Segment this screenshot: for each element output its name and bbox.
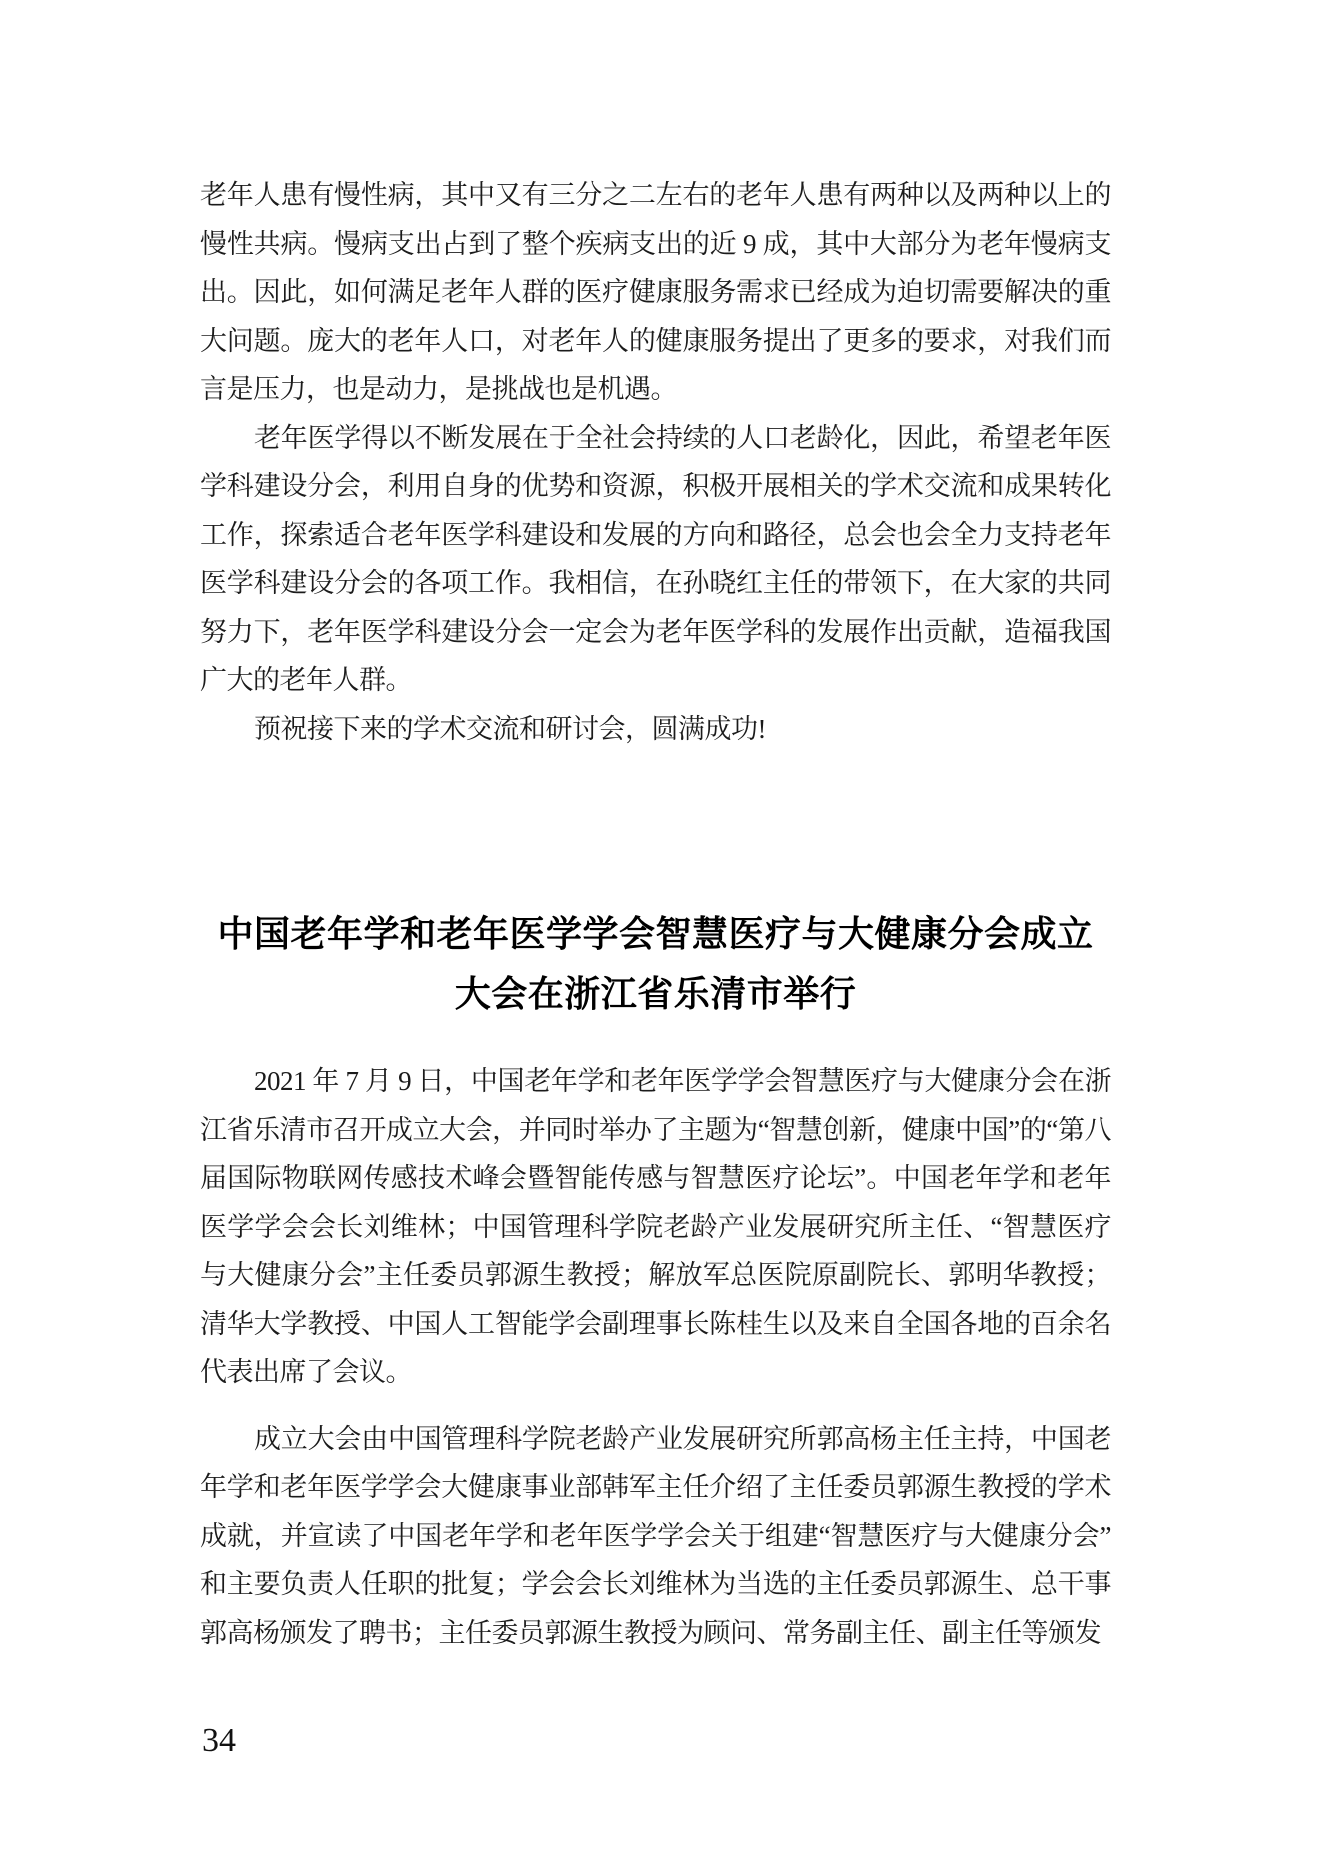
paragraph-geriatric-medicine: 老年医学得以不断发展在于全社会持续的人口老龄化，因此，希望老年医学科建设分会，利用自身的优势和资源，积极开展相关的学术交流和成果转化工作，探索适合老年医学科建设和发展的方向和路径，总会也会全力支持老年医学科建设分会的各项工作。我相信，在孙晓红主任的带领下，在大家的共同努力下，老年医学科建设分会一定会为老年医学科的发展作出贡献，造福我国广大的老年人群。 [200,422,1111,695]
section-heading-line-2: 大会在浙江省乐清市举行 [454,974,857,1014]
page-number: 34 [202,1722,236,1759]
page-body [200,171,1111,1657]
paragraph-founding-conference: 2021 年 7 月 9 日，中国老年学和老年医学学会智慧医疗与大健康分会在浙江省乐清市召开成立大会，并同时举办了主题为“智慧创新，健康中国”的“第八届国际物联网传感技术峰会暨智能传感与智慧医疗论坛”。中国老年学和老年医学学会会长刘维林；中国管理科学院老龄产业发展研究所主任、“智慧医疗与大健康分会”主任委员郭源生教授；解放军总医院原副院长、郭明华教授；清华大学教授、中国人工智能学会副理事长陈桂生以及来自全国各地的百余名代表出席了会议。 [200,1066,1111,1387]
section-heading-line-1: 中国老年学和老年医学学会智慧医疗与大健康分会成立 [217,914,1094,954]
paragraph-chronic-disease: 老年人患有慢性病，其中又有三分之二左右的老年人患有两种以及两种以上的慢性共病。慢病支出占到了整个疾病支出的近 9 成，其中大部分为老年慢病支出。因此，如何满足老年人群的医疗健康服务需求已经成为迫切需要解决的重大问题。庞大的老年人口，对老年人的健康服务提出了更多的要求，对我们而言是压力，也是动力，是挑战也是机遇。 [200,180,1111,404]
paragraph-wish-success: 预祝接下来的学术交流和研讨会，圆满成功! [254,713,766,744]
paragraph-conference-proceedings: 成立大会由中国管理科学院老龄产业发展研究所郭高杨主任主持，中国老年学和老年医学学会大健康事业部韩军主任介绍了主任委员郭源生教授的学术成就，并宣读了中国老年学和老年医学学会关于组建“智慧医疗与大健康分会”和主要负责人任职的批复；学会会长刘维林为当选的主任委员郭源生、总干事郭高杨颁发了聘书；主任委员郭源生教授为顾问、常务副主任、副主任等颁发 [200,1423,1111,1648]
section-heading [200,904,1111,1024]
